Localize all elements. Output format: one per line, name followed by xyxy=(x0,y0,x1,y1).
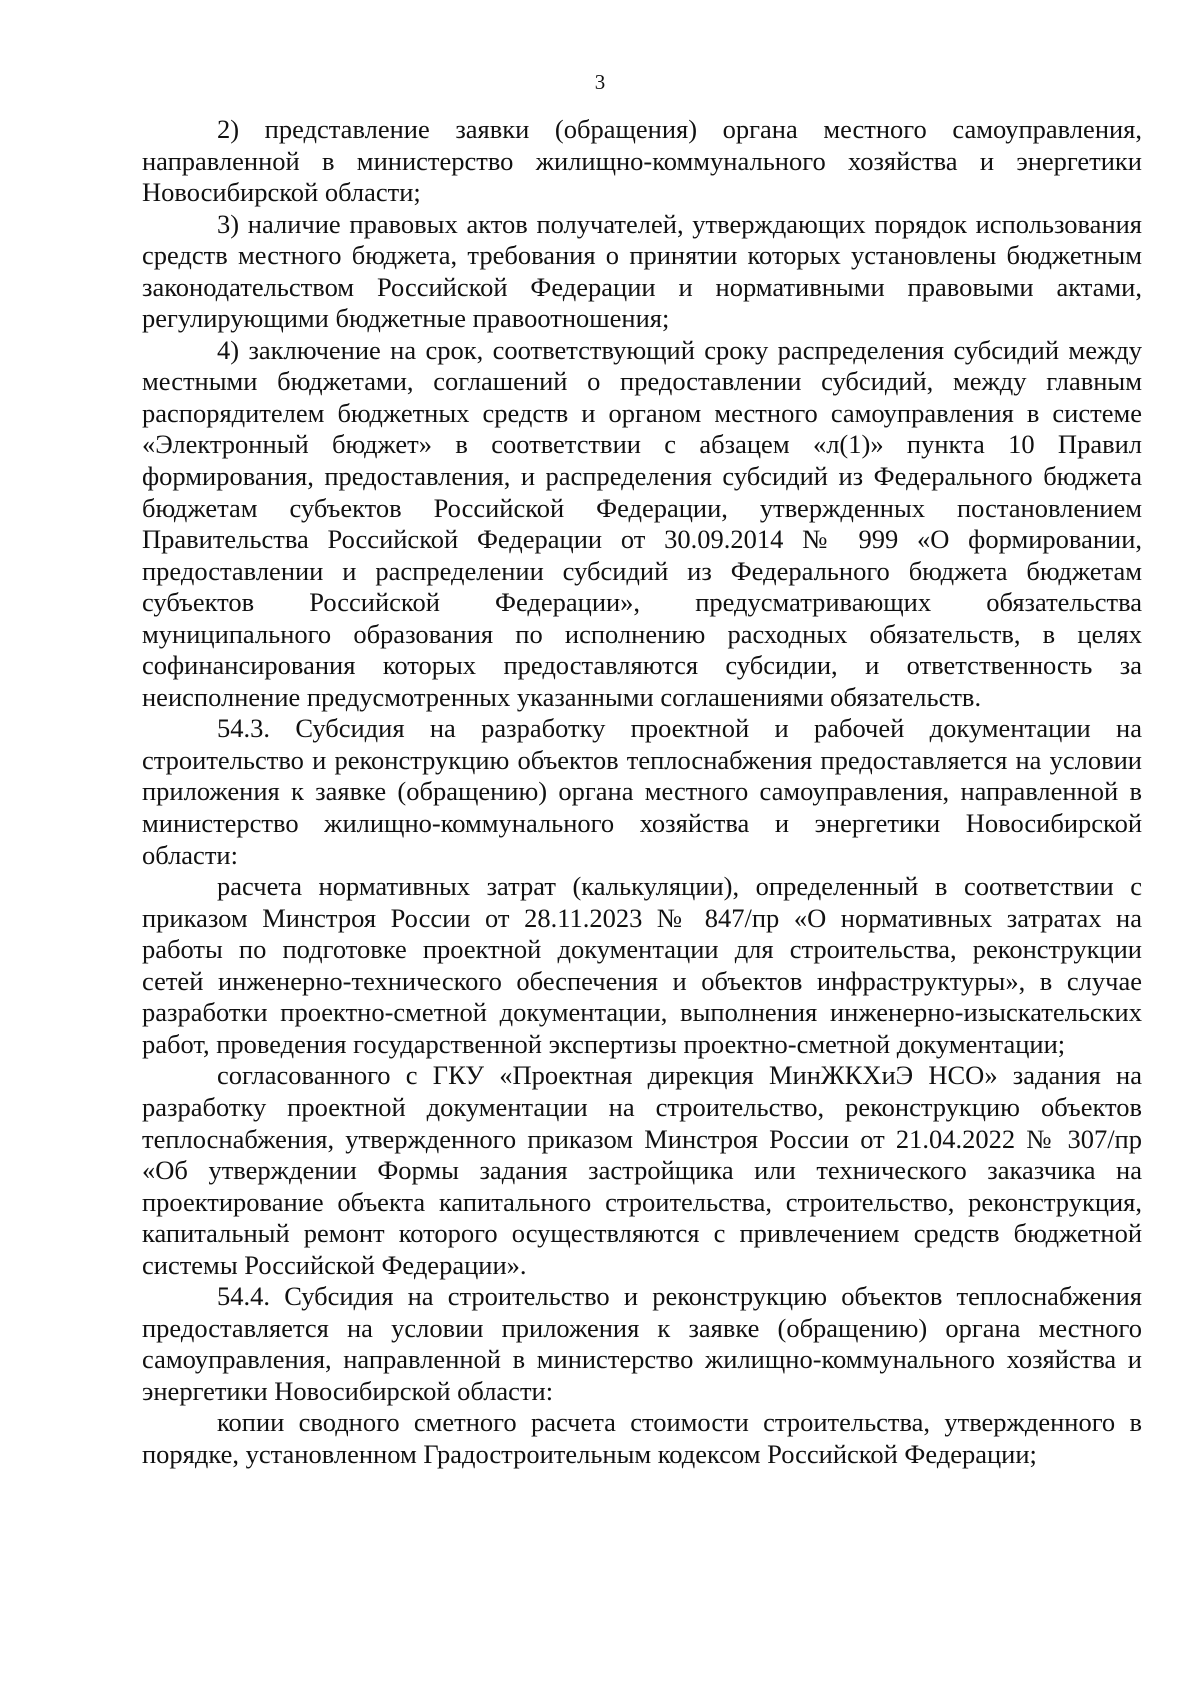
paragraph-calculation-requirement: расчета нормативных затрат (калькуляции), определенный в соответствии с приказом Минстроя России от 28.11.2023 № 847/пр «О нормативных затратах на работы по подготовке проектной документации для строительства, реконструкции сетей инженерно-технического обеспечения и объектов инфраструктуры», в случае разработки проектно-сметной документации, выполнения инженерно-изыскательских работ, проведения государственной экспертизы проектно-сметной документации; xyxy=(142,871,1142,1059)
document-body xyxy=(142,114,1142,1471)
paragraph-item-4: 4) заключение на срок, соответствующий сроку распределения субсидий между местными бюджетами, соглашений о предоставлении субсидий, между главным распорядителем бюджетных средств и органом местного самоуправления в системе «Электронный бюджет» в соответствии с абзацем «л(1)» пункта 10 Правил формирования, предоставления, и распределения субсидий из Федерального бюджета бюджетам субъектов Российской Федерации, утвержденных постановлением Правительства Российской Федерации от 30.09.2014 № 999 «О формировании, предоставлении и распределении субсидий из Федерального бюджета бюджетам субъектов Российской Федерации», предусматривающих обязательства муниципального образования по исполнению расходных обязательств, в целях софинансирования которых предоставляются субсидии, и ответственность за неисполнение предусмотренных указанными соглашениями обязательств. xyxy=(142,334,1142,712)
paragraph-design-task-requirement: согласованного с ГКУ «Проектная дирекция МинЖКХиЭ НСО» задания на разработку проектной документации на строительство, реконструкцию объектов теплоснабжения, утвержденного приказом Минстроя России от 21.04.2022 № 307/пр «Об утверждении Формы задания застройщика или технического заказчика на проектирование объекта капитального строительства, строительство, реконструкция, капитальный ремонт которого осуществляются с привлечением средств бюджетной системы Российской Федерации». xyxy=(142,1060,1142,1280)
paragraph-item-3: 3) наличие правовых актов получателей, утверждающих порядок использования средств местного бюджета, требования о принятии которых установлены бюджетным законодательством Российской Федерации и нормативными правовыми актами, регулирующими бюджетные правоотношения; xyxy=(142,208,1142,334)
page-number: 3 xyxy=(594,70,606,94)
paragraph-estimate-copy-requirement: копии сводного сметного расчета стоимости строительства, утвержденного в порядке, установленном Градостроительным кодексом Российской Федерации; xyxy=(142,1407,1142,1469)
paragraph-item-2: 2) представление заявки (обращения) органа местного самоуправления, направленной в министерство жилищно-коммунального хозяйства и энергетики Новосибирской области; xyxy=(142,114,1142,208)
paragraph-section-54-3: 54.3. Субсидия на разработку проектной и рабочей документации на строительство и реконструкцию объектов теплоснабжения предоставляется на условии приложения к заявке (обращению) органа местного самоуправления, направленной в министерство жилищно-коммунального хозяйства и энергетики Новосибирской области: xyxy=(142,713,1142,870)
paragraph-section-54-4: 54.4. Субсидия на строительство и реконструкцию объектов теплоснабжения предоставляется на условии приложения к заявке (обращению) органа местного самоуправления, направленной в министерство жилищно-коммунального хозяйства и энергетики Новосибирской области: xyxy=(142,1281,1142,1406)
